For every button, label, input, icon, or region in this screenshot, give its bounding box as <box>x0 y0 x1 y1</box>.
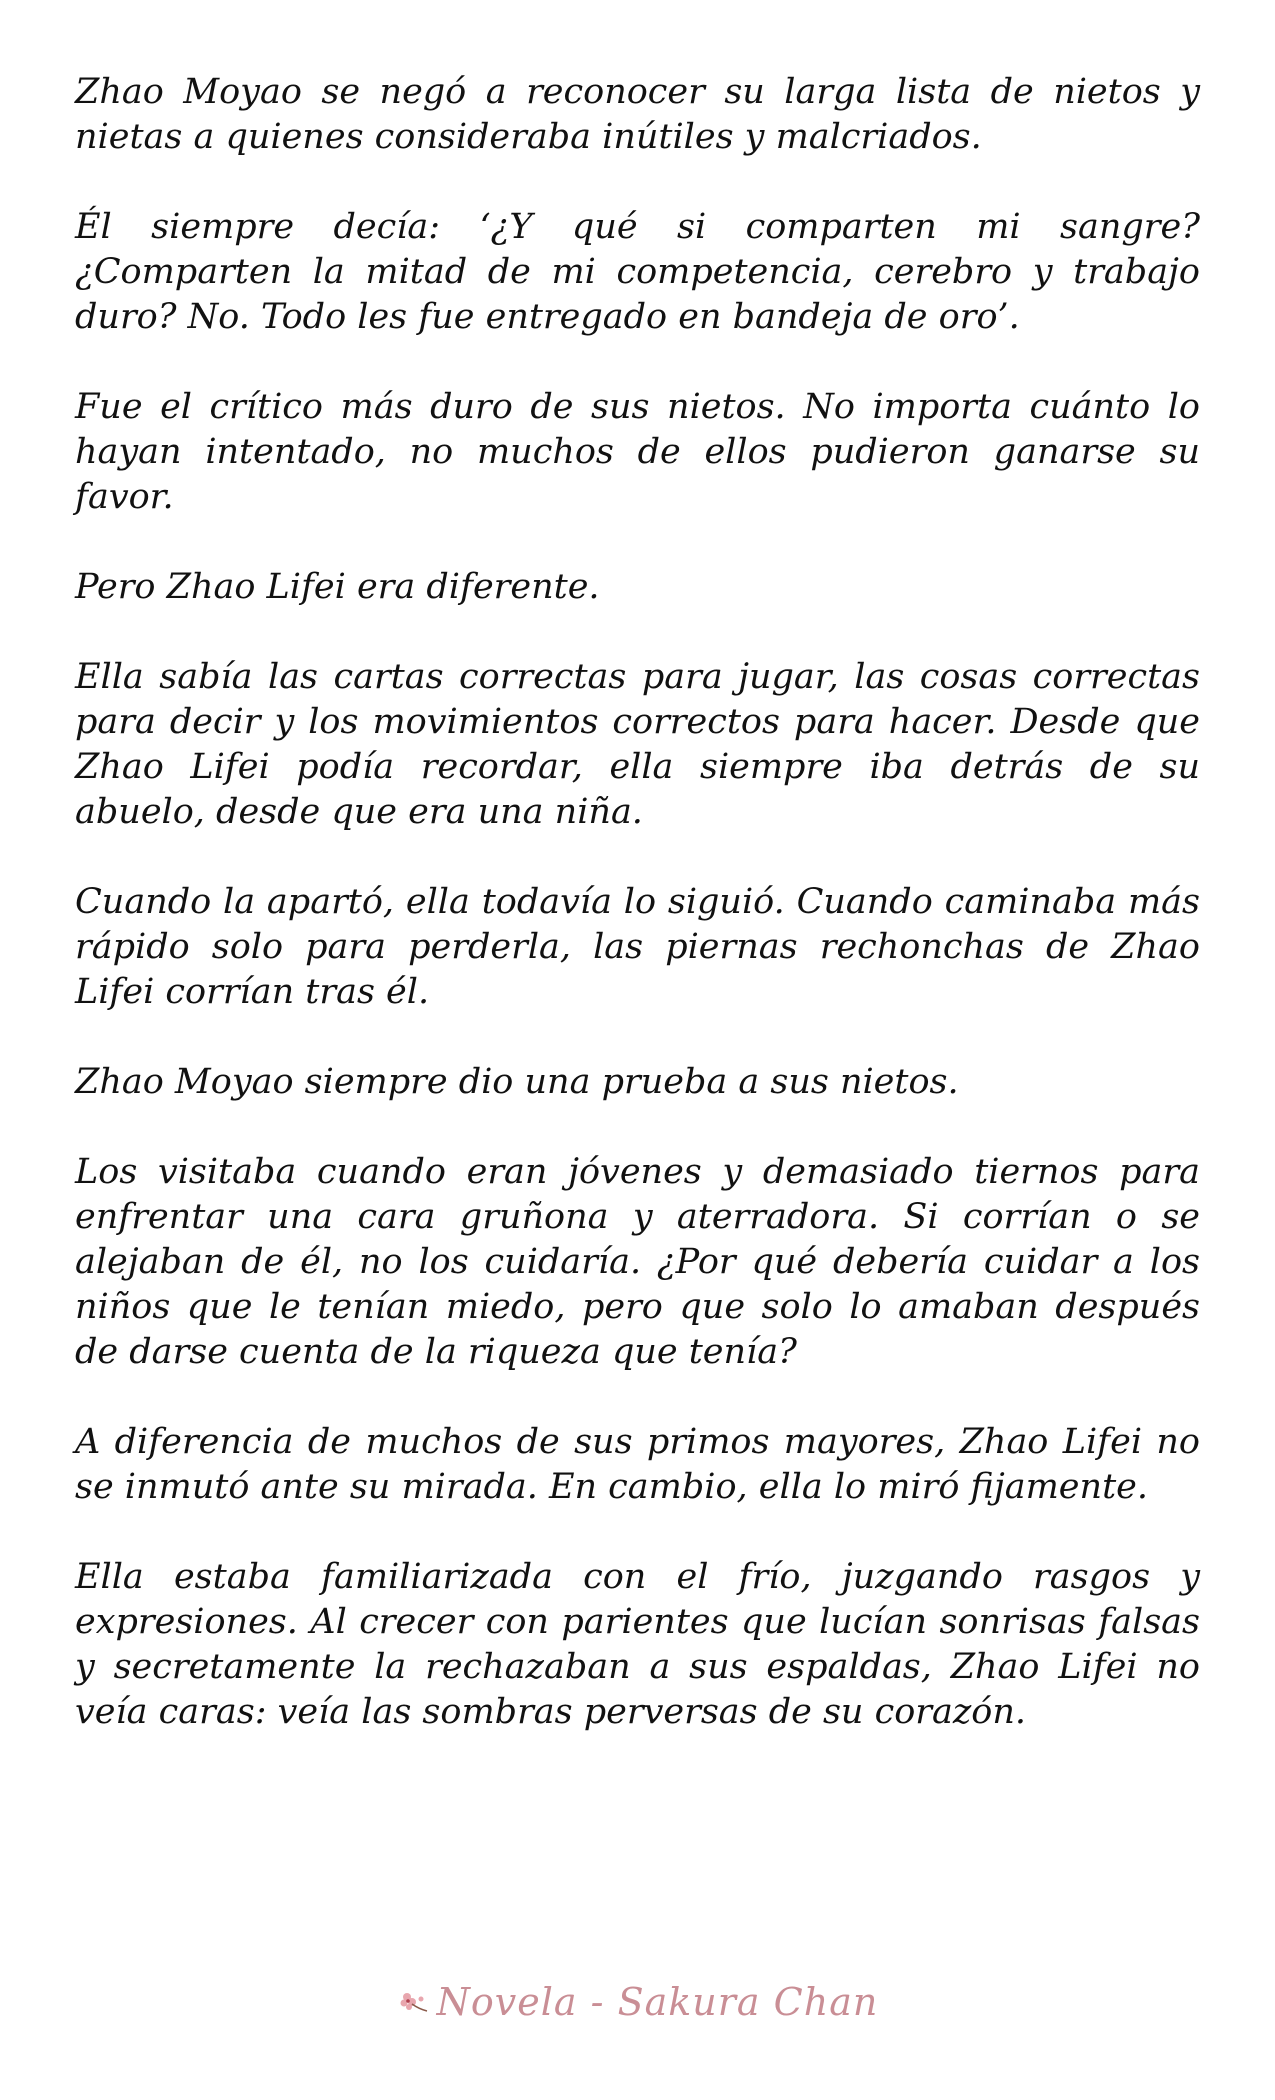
paragraph: Zhao Moyao se negó a reconocer su larga lista de nietos y nietas a quienes consideraba inútiles y malcriados. <box>75 72 1200 157</box>
document-body <box>75 70 1200 1780</box>
paragraph: Él siempre decía: ‘¿Y qué si comparten mi sangre? ¿Comparten la mitad de mi competencia, cerebro y trabajo duro? No. Todo les fue entregado en bandeja de oro’. <box>75 207 1200 337</box>
paragraph: Fue el crítico más duro de sus nietos. No importa cuánto lo hayan intentado, no muchos de ellos pudieron ganarse su favor. <box>75 387 1200 517</box>
paragraph: Zhao Moyao siempre dio una prueba a sus nietos. <box>75 1062 959 1102</box>
paragraph: Pero Zhao Lifei era diferente. <box>75 567 600 607</box>
paragraph: Los visitaba cuando eran jóvenes y demasiado tiernos para enfrentar una cara gruñona y aterradora. Si corrían o se alejaban de él, no los cuidaría. ¿Por qué debería cuidar a los niños que le tenían miedo, pero que solo lo amaban después de darse cuenta de la riqueza que tenía? <box>75 1152 1200 1372</box>
footer-watermark <box>0 1980 1275 2028</box>
sakura-flower-icon <box>397 1984 431 2028</box>
paragraph: Cuando la apartó, ella todavía lo siguió. Cuando caminaba más rápido solo para perderla, las piernas rechonchas de Zhao Lifei corrían tras él. <box>75 882 1200 1012</box>
watermark-text: Novela - Sakura Chan <box>436 1980 879 2024</box>
paragraph: A diferencia de muchos de sus primos mayores, Zhao Lifei no se inmutó ante su mirada. En cambio, ella lo miró fijamente. <box>75 1422 1200 1507</box>
paragraph: Ella estaba familiarizada con el frío, juzgando rasgos y expresiones. Al crecer con parientes que lucían sonrisas falsas y secretamente la rechazaban a sus espaldas, Zhao Lifei no veía caras: veía las sombras perversas de su corazón. <box>75 1557 1200 1732</box>
paragraph: Ella sabía las cartas correctas para jugar, las cosas correctas para decir y los movimientos correctos para hacer. Desde que Zhao Lifei podía recordar, ella siempre iba detrás de su abuelo, desde que era una niña. <box>75 657 1200 832</box>
